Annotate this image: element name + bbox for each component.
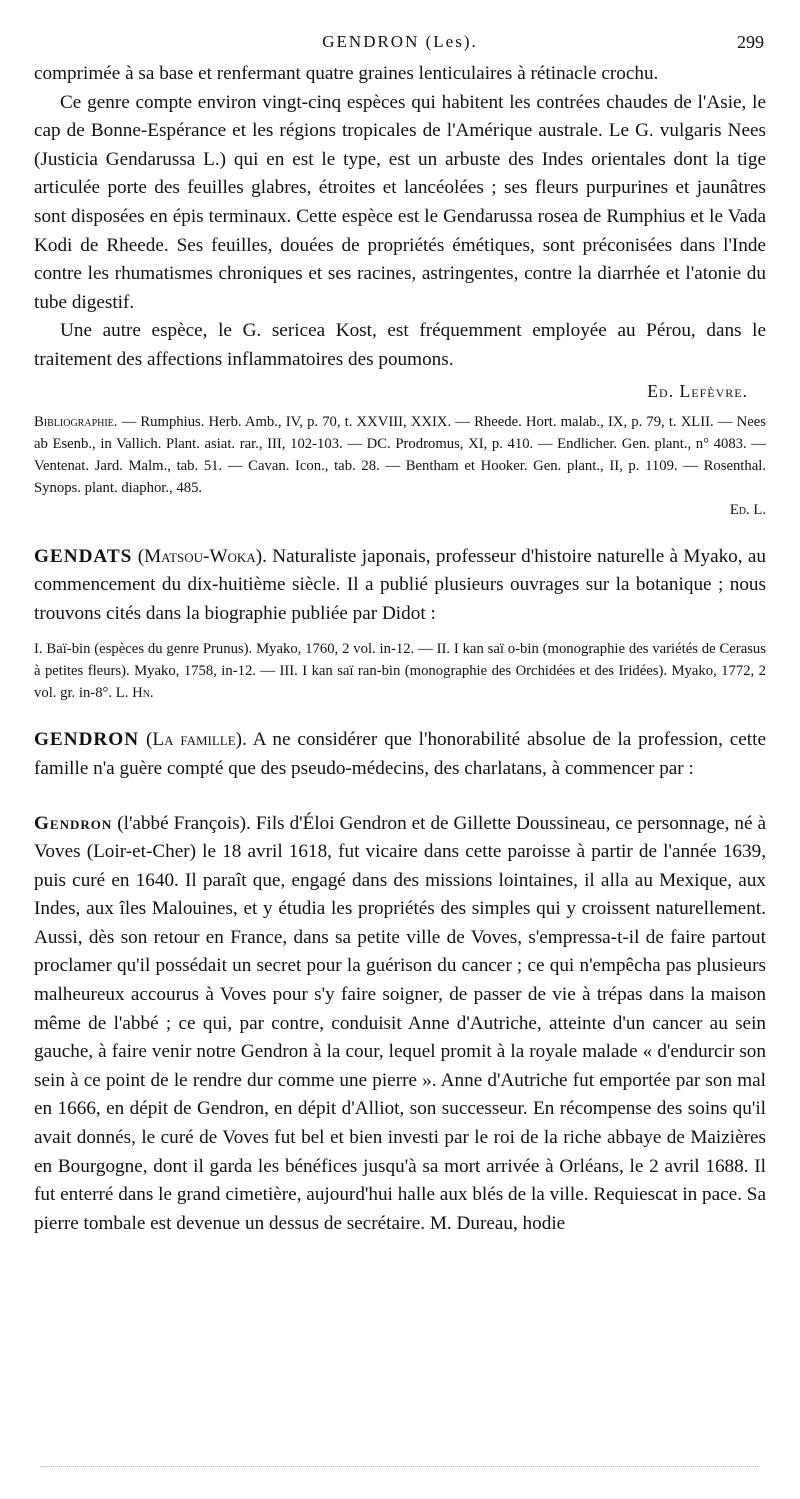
page-number: 299 [737,32,764,52]
bibliography [34,411,766,521]
headword-gendron-famille: GENDRON [34,729,140,751]
gendats-works-text: I. Baï-bin (espèces du genre Prunus). Myako, 1760, 2 vol. in-12. — II. I kan saï o-bin (monographie des variétés de Cerasus à petites fleurs). Myako, 1758, in-12. — III. I kan saï ran-bin (monographie des Orchidées et des Iridées). Myako, 1772, 2 vol. gr. in-8°. [34,641,766,702]
bibliography-text: — Rumphius. Herb. Amb., IV, p. 70, t. XXVIII, XXIX. — Rheede. Hort. malab., IX, p. 79, t. XLII. — Nees ab Esenb., in Vallich. Plant. asiat. rar., III, 102-103. — DC. Prodromus, XI, p. 410. — Endlicher. Gen. plant., n° 4083. — Ventenat. Jard. Malm., tab. 51. — Cavan. Icon., tab. 28. — Bentham et Hooker. Gen. plant., II, p. 1109. — Rosenthal. Synops. plant. diaphor., 485. [34,413,766,496]
gendats-text: Naturaliste japonais, professeur d'histoire naturelle à Myako, au commencement du dix-huitième siècle. Il a publié plusieurs ouvrages sur la botanique ; nous trouvons cités dans la biographie publiée par Didot : [34,545,767,624]
headword-gendron-francois: Gendron [34,812,113,834]
running-header [34,30,766,60]
page [34,30,766,1238]
gendats-works [34,638,766,704]
qualifier-famille: (La famille). [145,729,247,751]
genre-paragraph [34,89,766,318]
headword-gendats: GENDATS [34,545,133,567]
bibliography-label: Bibliographie. [34,413,118,430]
sericea-paragraph [34,317,766,374]
bibliography-signature: Ed. L. [729,501,766,518]
entry-gendron-famille [34,726,766,783]
famille-text: A ne considérer que l'honorabilité absolue de la profession, cette famille n'a guère compté que des pseudo-médecins, des charlatans, à commencer par : [34,729,766,779]
entry-gendats [34,543,766,629]
bottom-bleed-through [40,1466,760,1473]
continuation-paragraph: comprimée à sa base et renfermant quatre graines lenticulaires à rétinacle crochu. [34,63,659,84]
sericea-paragraph-text: Une autre espèce, le G. sericea Kost, est fréquemment employée au Pérou, dans le traitement des affections inflammatoires des poumons. [34,320,766,370]
entry-gendron-francois [34,810,766,1239]
author-signature-lefevre: Ed. Lefèvre. [647,380,748,401]
running-title: GENDRON (Les). [322,32,478,51]
qualifier-gendats: (Matsou-Woka). [137,545,267,567]
francois-text: Fils d'Éloi Gendron et de Gillette Doussineau, ce personnage, né à Voves (Loir-et-Cher) le 18 avril 1618, fut vicaire dans cette paroisse à partir de l'année 1639, puis curé en 1640. Il paraît que, engagé dans des missions lointaines, il alla au Mexique, aux Indes, aux îles Malouines, et y étudia les propriétés des simples qui y croissent naturellement. Aussi, dès son retour en France, dans sa petite ville de Voves, s'empressa-t-il de faire partout proclamer qu'il possédait un secret pour la guérison du cancer ; ce qui n'empêcha pas plusieurs malheureux accourus à Voves pour s'y faire soigner, de passer de vie à trépas dans la maison même de l'abbé ; ce qui, par contre, conduisit Anne d'Autriche, atteinte d'un cancer au sein gauche, à faire venir notre Gendron à la cour, lequel promit à la royale malade « d'endurcir son sein à ce point de le rendre dur comme une pierre ». Anne d'Autriche fut emportée par son mal en 1666, en dépit de Gendron, en dépit d'Alliot, son successeur. En récompense des soins qu'il avait donnés, le curé de Voves fut bel et bien investi par le roi de la riche abbaye de Maizières en Bourgogne, dont il garda les bénéfices jusqu'à sa mort arrivée à Orléans, le 2 avril 1688. Il fut enterré dans le grand cimetière, aujourd'hui halle aux blés de la ville. Requiescat in pace. Sa pierre tombale est devenue un dessus de secrétaire. M. Dureau, hodie [34,812,767,1234]
genre-paragraph-text: Ce genre compte environ vingt-cinq espèces qui habitent les contrées chaudes de l'Asie, le cap de Bonne-Espérance et les régions tropicales de l'Amérique australe. Le G. vulgaris Nees (Justicia Gendarussa L.) qui en est le type, est un arbuste des Indes orientales dont la tige articulée porte des feuilles glabres, étroites et lancéolées ; ses fleurs purpurines et jaunâtres sont disposées en épis terminaux. Cette espèce est le Gendarussa rosea de Rumphius et le Vada Kodi de Rheede. Ses feuilles, douées de propriétés émétiques, sont préconisées dans l'Inde contre les rhumatismes chroniques et ses racines, astringentes, contre la diarrhée et l'atonie du tube digestif. [34,91,766,313]
qualifier-francois: (l'abbé François). [117,812,251,834]
gendats-signature: L. Hn. [115,685,154,702]
